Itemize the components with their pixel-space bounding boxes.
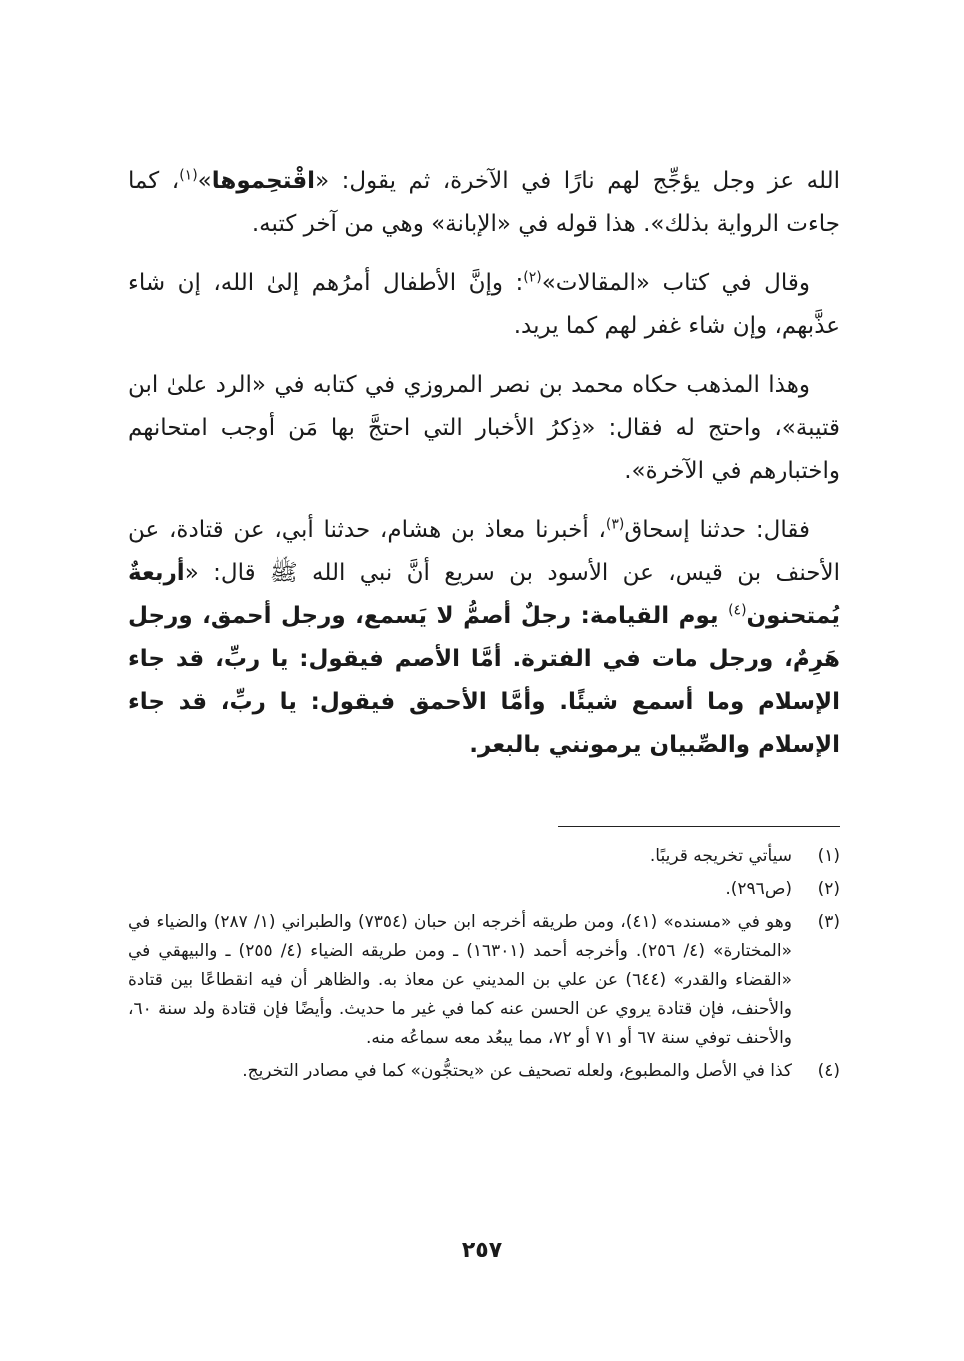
- footnote-ref-2[interactable]: (٢): [523, 269, 542, 286]
- p2-text-a: وقال في كتاب «المقالات»: [541, 270, 810, 296]
- page-number: ٢٥٧: [461, 1238, 503, 1263]
- p2-text-b: : وإنَّ الأطفال أمرُهم إلىٰ الله، إن شاء عذَّبهم، وإن شاء غفر لهم كما يريد.: [128, 270, 840, 339]
- footnote-text: (ص٢٩٦).: [725, 879, 792, 899]
- p3-text-a: وهذا المذهب حكاه محمد بن نصر المروزي في كتابه في «الرد علىٰ ابن قتيبة»، واحتج له فقال: «ذِكرُ الأخبار التي احتجَّ بها مَن أوجب امتحانهم واختبارهم في الآخرة».: [128, 372, 840, 484]
- paragraph-4: [128, 509, 840, 767]
- p4-hadith-bold-1: أربعةٌ يُمتحنون: [128, 560, 840, 629]
- p1-quote-bold: اقْتحِموها: [211, 168, 316, 194]
- p4-hadith-bold-2: يوم القيامة: رجلٌ أصمُّ لا يَسمع، ورجل أحمق، ورجل هَرِمٌ، ورجل مات في الفترة. أمَّا الأصم فيقول: يا ربِّ، قد جاء الإسلام وما أسمع شيئًا. وأمَّا الأحمق فيقول: يا ربِّ، قد جاء الإسلام والصِّبيان يرمونني بالبعر.: [128, 603, 840, 758]
- footnote-ref-1[interactable]: (١): [179, 167, 198, 184]
- footnote-text: وهو في «مسنده» (٤١)، ومن طريقه أخرجه ابن حبان (٧٣٥٤) والطبراني (١/ ٢٨٧) والضياء في «المختارة» (٤/ ٢٥٦). وأخرجه أحمد (١٦٣٠١) ـ ومن طريقه الضياء (٤/ ٢٥٥) ـ والبيهقي في «القضاء والقدر» (٦٤٤) عن علي بن المديني عن معاذ به. والظاهر أن فيه انقطاعًا بين قتادة والأحنف، فإن قتادة يروي عن الحسن عنه كما في غير ما حديث. وأيضًا فإن قتادة ولد سنة ٦٠، والأحنف توفي سنة ٦٧ أو ٧١ أو ٧٢، مما يبعُد معه سماعُه منه.: [128, 912, 792, 1048]
- footnote-item: [128, 875, 840, 904]
- paragraph-1: [128, 160, 840, 246]
- p4-text-a: فقال: حدثنا إسحاق: [624, 517, 810, 543]
- paragraph-2: [128, 262, 840, 348]
- footnote-item: [128, 908, 840, 1053]
- footnotes: [128, 842, 840, 1090]
- footnote-ref-3[interactable]: (٣): [605, 516, 625, 533]
- p1-text-c: »: [197, 168, 212, 194]
- main-text: [128, 160, 840, 783]
- footnote-number: (١): [817, 846, 840, 866]
- p1-text-a: الله عز وجل يؤجِّج لهم نارًا في الآخرة، ثم يقول: «: [315, 168, 840, 194]
- footnote-separator: [558, 826, 840, 827]
- footnote-ref-4[interactable]: (٤): [728, 602, 747, 619]
- footnote-text: كذا في الأصل والمطبوع، ولعله تصحيف عن «يحتجُّون» كما في مصادر التخريج.: [242, 1061, 792, 1081]
- p1-text-d: ، كما جاءت الرواية بذلك». هذا قوله في «الإبانة» وهي من آخر كتبه.: [128, 168, 840, 237]
- footnote-item: [128, 842, 840, 871]
- footnote-item: [128, 1057, 840, 1086]
- footnote-number: (٢): [817, 879, 840, 899]
- paragraph-3: [128, 364, 840, 493]
- footnote-number: (٤): [817, 1061, 840, 1081]
- footnote-text: سيأتي تخريجه قريبًا.: [649, 846, 792, 866]
- p4-text-b: ، أخبرنا معاذ بن هشام، حدثنا أبي، عن قتادة، عن الأحنف بن قيس، عن الأسود بن سريع أنَّ نبي الله ﷺ قال: «: [128, 517, 840, 586]
- footnote-number: (٣): [817, 912, 840, 932]
